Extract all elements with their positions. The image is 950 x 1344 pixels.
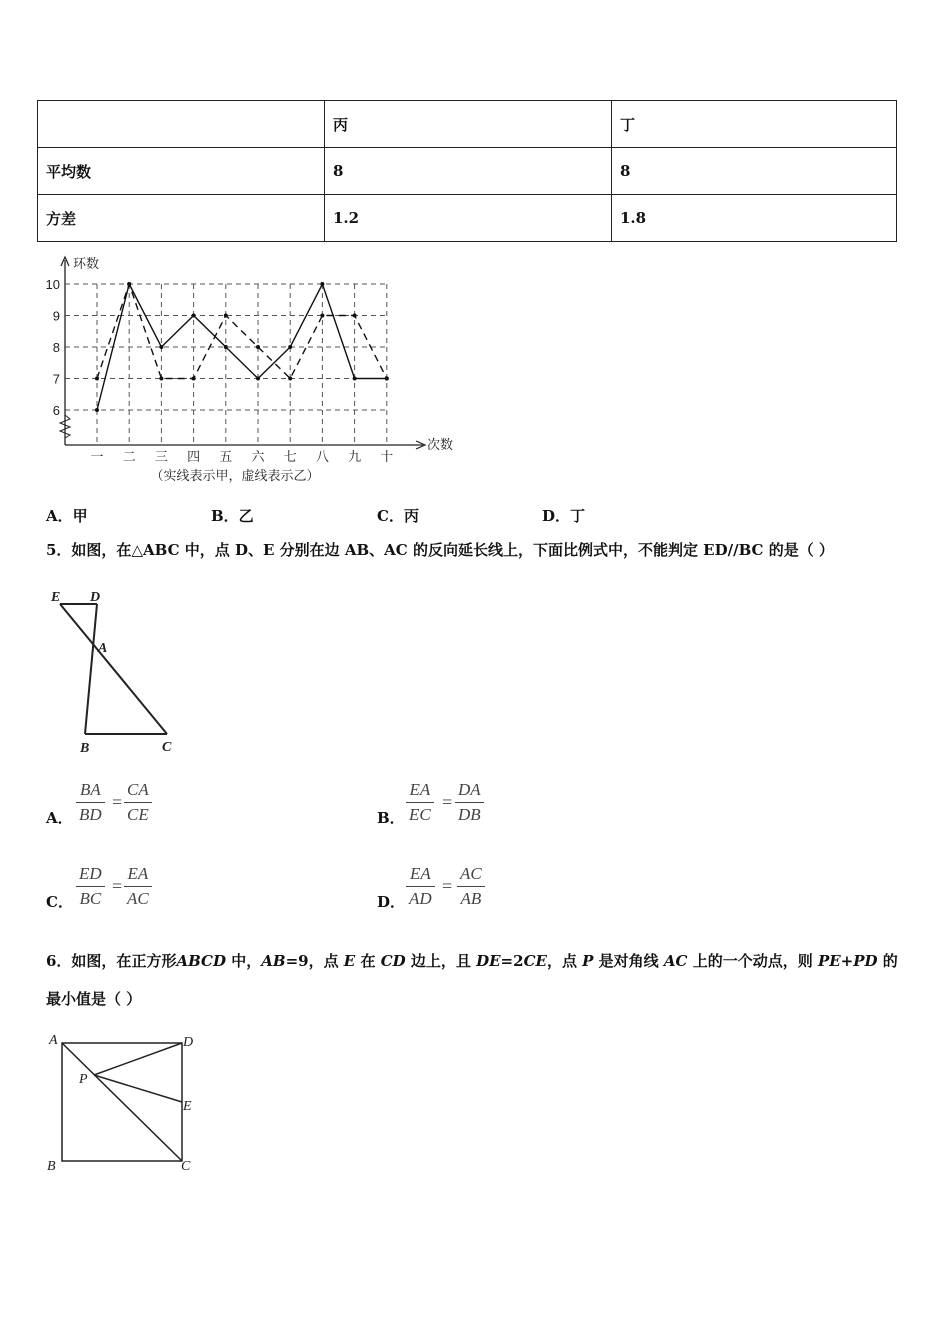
denominator: CE	[127, 805, 149, 824]
equals-sign: =	[112, 876, 123, 896]
point-label-a: A	[49, 1033, 58, 1048]
data-point	[95, 377, 99, 381]
point-label-p: P	[79, 1072, 88, 1087]
data-point	[353, 377, 357, 381]
y-tick-label: 6	[52, 403, 60, 418]
point-label-e: E	[51, 590, 61, 605]
equals-sign: =	[442, 876, 453, 896]
data-point	[159, 345, 163, 349]
numerator: ED	[76, 864, 105, 887]
math-var: PE+PD	[817, 952, 878, 970]
point-label-a: A	[98, 641, 108, 656]
y-tick-label: 9	[52, 308, 60, 324]
x-tick-label: 二	[122, 449, 136, 464]
denominator: BC	[79, 889, 102, 908]
table-cell: 8	[612, 148, 897, 195]
numerator: EA	[406, 864, 435, 887]
data-point	[385, 377, 389, 381]
q5-option-d-label: D．	[377, 893, 406, 911]
equals-sign: =	[442, 792, 453, 812]
x-tick-label: 八	[315, 449, 329, 464]
square-figure	[40, 1028, 210, 1178]
data-point	[288, 345, 292, 349]
denominator: EC	[409, 805, 431, 824]
math-var: CD	[380, 952, 406, 970]
numerator: CA	[124, 780, 152, 803]
x-tick-label: 九	[348, 449, 362, 464]
numerator: EA	[406, 780, 434, 803]
fraction	[124, 864, 152, 909]
text-run: 6．如图，在正方形	[46, 952, 177, 970]
table-cell: 1.8	[612, 195, 897, 242]
denominator: DB	[458, 805, 481, 824]
y-tick-label: 10	[45, 277, 60, 292]
point-label-e: E	[183, 1099, 192, 1114]
x-tick-label: 五	[219, 449, 233, 464]
segment-pe	[94, 1075, 182, 1102]
table-row	[38, 148, 897, 195]
table-cell	[38, 101, 325, 148]
table-cell: 平均数	[38, 148, 325, 195]
table-cell: 方差	[38, 195, 325, 242]
text-run: 的	[877, 952, 898, 970]
line-db	[85, 604, 97, 734]
q5-option-a-label: A．	[46, 809, 73, 827]
table-cell: 丙	[325, 101, 612, 148]
q5-option-c-label: C．	[46, 893, 73, 911]
q5-option-b-label: B．	[377, 809, 405, 827]
text-run: =9，点	[285, 952, 344, 970]
y-tick-label: 7	[52, 371, 60, 387]
numerator: BA	[76, 780, 105, 803]
point-label-c: C	[181, 1159, 191, 1174]
math-var: AC	[663, 952, 688, 970]
denominator: AD	[409, 889, 432, 908]
fraction	[76, 864, 105, 909]
x-tick-label: 四	[187, 449, 201, 464]
point-label-c: C	[162, 740, 172, 755]
point-label-d: D	[183, 1035, 194, 1050]
table-cell: 8	[325, 148, 612, 195]
math-var: E	[343, 952, 356, 970]
math-var: ABCD	[176, 952, 226, 970]
numerator: DA	[455, 780, 484, 803]
numerator: AC	[457, 864, 485, 887]
text-run: 中，	[226, 952, 262, 970]
data-point	[224, 314, 228, 318]
diagonal-ac	[62, 1043, 182, 1161]
text-run: 是对角线	[593, 952, 664, 970]
table-cell: 1.2	[325, 195, 612, 242]
data-point	[320, 314, 324, 318]
fraction	[457, 864, 485, 909]
math-var: AB	[261, 952, 286, 970]
denominator: BD	[79, 805, 102, 824]
text-run: 上的一个动点，则	[687, 952, 818, 970]
chart-caption: （实线表示甲，虚线表示乙）	[150, 468, 320, 483]
fraction	[76, 780, 105, 825]
stats-table	[37, 100, 897, 242]
point-label-b: B	[80, 741, 90, 756]
text-run: =2	[500, 952, 524, 970]
point-label-d: D	[90, 590, 101, 605]
data-point	[95, 408, 99, 412]
y-axis-label: 环数	[73, 256, 100, 271]
point-label-b: B	[47, 1159, 56, 1174]
math-var: DE	[476, 952, 501, 970]
data-point	[256, 377, 260, 381]
question-6-line-2: 最小值是（ ）	[46, 990, 142, 1008]
denominator: AC	[127, 889, 149, 908]
question-5-text: 5．如图，在△ABC 中，点 D、E 分别在边 AB、AC 的反向延长线上，下面比例式中，不能判定 ED//BC 的是（ ）	[46, 541, 834, 559]
text-run: 边上，且	[405, 952, 477, 970]
table-cell: 丁	[612, 101, 897, 148]
data-point	[127, 282, 131, 286]
fraction	[406, 780, 434, 825]
x-axis-label: 次数	[427, 437, 454, 452]
x-tick-label: 十	[380, 449, 394, 464]
text-run: ，点	[546, 952, 583, 970]
x-tick-label: 三	[154, 449, 168, 464]
fraction	[406, 864, 435, 909]
question-6-text	[46, 950, 898, 971]
data-point	[192, 377, 196, 381]
data-point	[288, 377, 292, 381]
data-point	[224, 345, 228, 349]
math-var: CE	[523, 952, 547, 970]
fraction	[455, 780, 484, 825]
option-d: D．丁	[542, 507, 586, 525]
text-run: 在	[355, 952, 381, 970]
math-var: P	[582, 952, 594, 970]
x-tick-label: 一	[90, 449, 104, 464]
data-point	[320, 282, 324, 286]
series-line-yi	[97, 284, 387, 379]
denominator: AB	[460, 889, 482, 908]
option-a: A．甲	[46, 507, 88, 525]
data-point	[353, 314, 357, 318]
data-point	[256, 345, 260, 349]
data-point	[159, 377, 163, 381]
numerator: EA	[124, 864, 152, 887]
table-row	[38, 195, 897, 242]
score-line-chart	[35, 250, 465, 490]
segment-pd	[94, 1043, 182, 1075]
data-point	[192, 314, 196, 318]
y-tick-label: 8	[52, 340, 60, 355]
option-b: B．乙	[211, 507, 254, 525]
line-ec	[60, 604, 167, 734]
x-tick-label: 七	[283, 449, 297, 464]
triangle-figure	[40, 582, 190, 762]
option-c: C．丙	[377, 507, 419, 525]
fraction	[124, 780, 152, 825]
table-row	[38, 101, 897, 148]
x-tick-label: 六	[251, 449, 265, 464]
equals-sign: =	[112, 792, 123, 812]
